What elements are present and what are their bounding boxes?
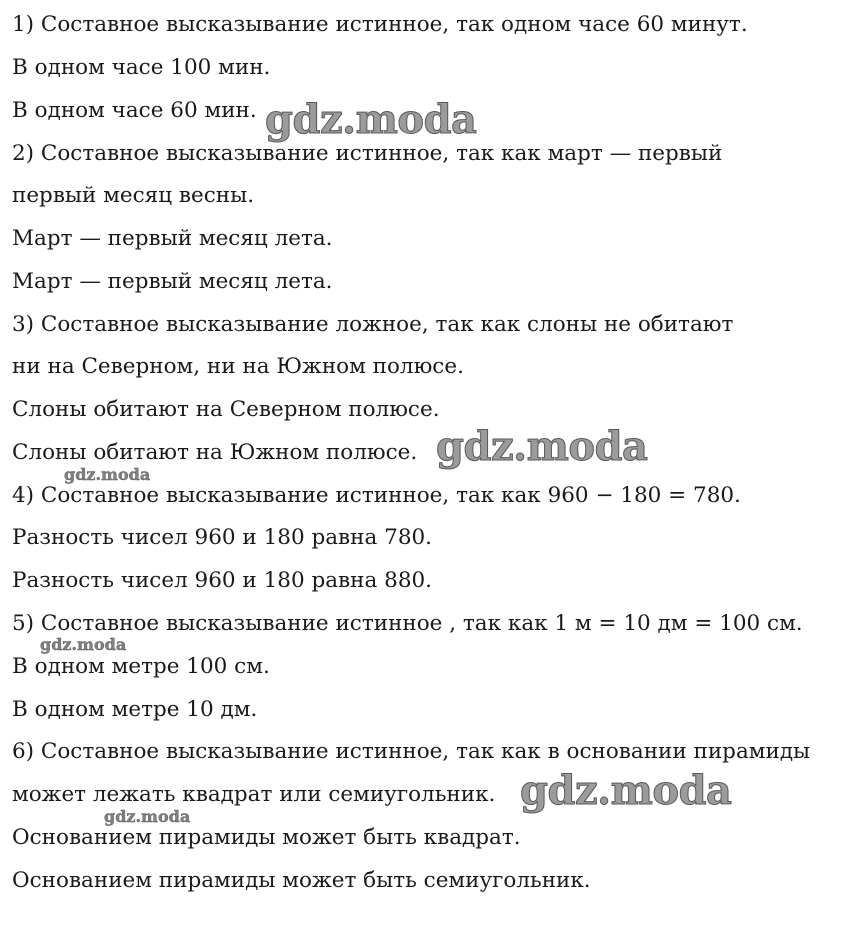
watermark: gdz.moda	[520, 767, 732, 814]
watermark: gdz.moda	[265, 96, 477, 143]
text-line: первый месяц весны.	[12, 183, 255, 208]
text-line: Основанием пирамиды может быть семиугольник.	[12, 868, 591, 893]
text-line: Разность чисел 960 и 180 равна 880.	[12, 568, 433, 593]
text-line: 6) Составное высказывание истинное, так как в основании пирамиды	[12, 739, 811, 764]
text-line: В одном метре 10 дм.	[12, 697, 258, 722]
text-line: Слоны обитают на Северном полюсе.	[12, 397, 440, 422]
watermark-small: gdz.moda	[40, 635, 127, 654]
text-line: Основанием пирамиды может быть квадрат.	[12, 825, 521, 850]
text-line: В одном часе 100 мин.	[12, 55, 271, 80]
text-line: 5) Составное высказывание истинное , так как 1 м = 10 дм = 100 см.	[12, 611, 803, 636]
text-line: может лежать квадрат или семиугольник.	[12, 782, 496, 807]
text-line: Март — первый месяц лета.	[12, 226, 333, 251]
text-line: Разность чисел 960 и 180 равна 780.	[12, 525, 433, 550]
text-line: ни на Северном, ни на Южном полюсе.	[12, 354, 464, 379]
text-line: 3) Составное высказывание ложное, так как слоны не обитают	[12, 312, 734, 337]
text-line: Март — первый месяц лета.	[12, 269, 333, 294]
text-line: В одном метре 100 см.	[12, 654, 270, 679]
watermark-small: gdz.moda	[104, 807, 191, 826]
text-line: В одном часе 60 мин.	[12, 98, 257, 123]
watermark-small: gdz.moda	[64, 465, 151, 484]
text-line: 2) Составное высказывание истинное, так как март — первый	[12, 141, 723, 166]
watermark: gdz.moda	[436, 423, 648, 470]
text-line: 1) Составное высказывание истинное, так одном часе 60 минут.	[12, 12, 748, 37]
text-line: 4) Составное высказывание истинное, так как 960 − 180 = 780.	[12, 483, 741, 508]
text-line: Слоны обитают на Южном полюсе.	[12, 440, 418, 465]
